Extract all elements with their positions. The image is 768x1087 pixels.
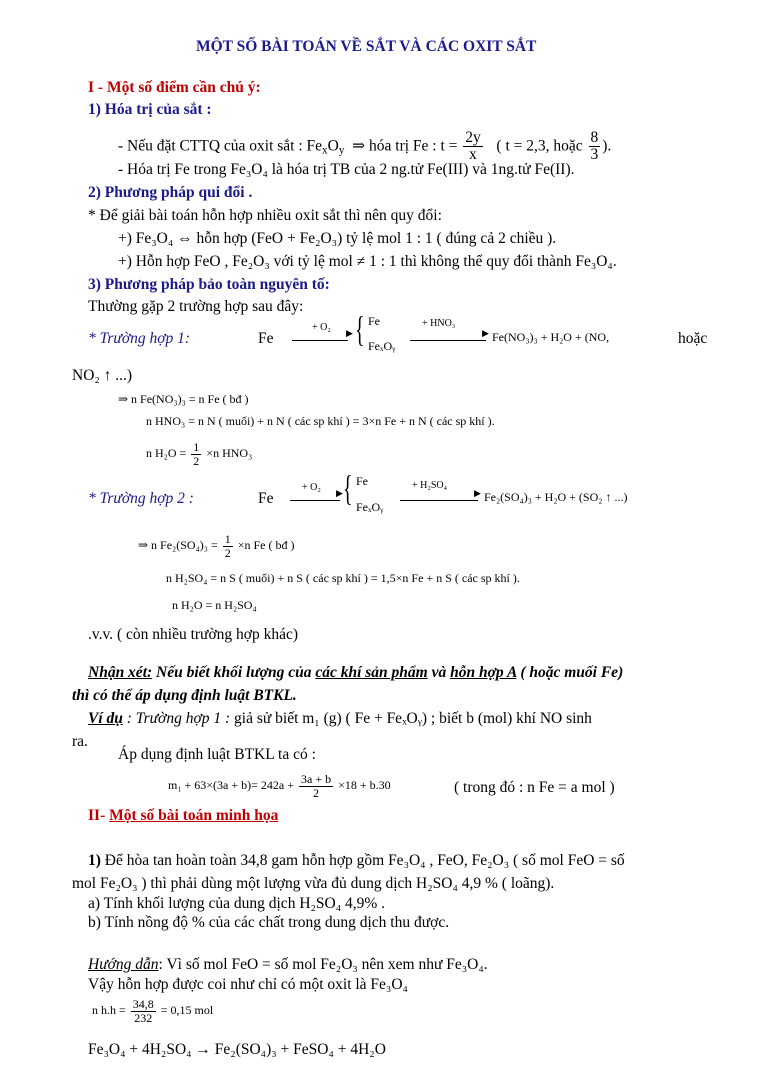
- case-1-arrow-2: [410, 330, 486, 341]
- problem-1-line-1: 1) Để hòa tan hoàn toàn 34,8 gam hỗn hợp gồm Fe₃O₄ , FeO, Fe₂O₃ ( số mol FeO = số: [88, 852, 625, 869]
- remark-line-2: thì có thể áp dụng định luật BTKL.: [72, 687, 297, 704]
- case-2-fe: Fe: [258, 490, 274, 507]
- section-1-heading: I - Một số điểm cần chú ý:: [88, 79, 261, 96]
- moles-fraction: $\frac{34,8}{232}$: [132, 997, 154, 1025]
- heading-conservation: 3) Phương pháp bảo toàn nguyên tố:: [88, 276, 330, 293]
- case-1-products: Fe(NO₃)₃ + H₂O + (NO,: [492, 330, 610, 344]
- c2-eq1-rhs: ×n Fe ( bđ ): [237, 537, 295, 552]
- btkl-eq-a: m₁ + 63×(3a + b)= 242a +: [168, 777, 294, 792]
- case-1-brace-top: Fe: [368, 314, 380, 328]
- conversion-line-2: +) Fe₃O₄ ⇔ hỗn hợp (FeO + Fe₂O₃) tỷ lệ mol 1 : 1 ( đúng cả 2 chiều ).: [118, 230, 557, 247]
- case-1-or: hoặc: [678, 330, 708, 347]
- conversion-line-3: +) Hỗn hợp FeO , Fe₂O₃ với tỷ lệ mol ≠ 1 : 1 thì không thể quy đổi thành Fe₃O₄.: [118, 253, 617, 270]
- example-line-1: Ví dụ : Trường hợp 1 : giả sử biết m₁ (g) ( Fe + FeₓOᵧ) ; biết b (mol) khí NO sinh: [88, 710, 592, 727]
- section-2-heading: II- Một số bài toán minh họa: [88, 807, 279, 824]
- case-2-eq-3: n H₂O = n H₂SO₄: [172, 598, 257, 612]
- case-2-arrow-2: [400, 490, 478, 501]
- case-2-brace-bottom: FeₓOᵧ: [356, 500, 384, 514]
- fraction-2y-over-x: $\frac{2y}{x}$: [465, 129, 481, 164]
- case-1-arrow-1: [292, 330, 352, 341]
- hint-label: Hướng dẫn: [88, 956, 159, 973]
- case-1-label: * Trường hợp 1:: [88, 330, 191, 347]
- moles-equation: [92, 998, 213, 1024]
- case-2-eq-1: [138, 533, 294, 559]
- btkl-intro: Áp dụng định luật BTKL ta có :: [118, 746, 316, 763]
- case-1-brace: {: [355, 309, 365, 349]
- eq3-lhs: n H₂O =: [146, 445, 187, 460]
- c2-eq1-fraction: $\frac{1}{2}$: [224, 532, 231, 560]
- problem-1-line-2: mol Fe₂O₃ ) thì phải dùng một lượng vừa đủ dung dịch H₂SO₄ 4,9 % ( loãng).: [72, 875, 555, 892]
- example-line-2: ra.: [72, 733, 88, 750]
- conservation-intro: Thường gặp 2 trường hợp sau đây:: [88, 298, 304, 315]
- remark-label: Nhận xét:: [88, 664, 153, 681]
- problem-1-part-a: a) Tính khối lượng của dung dịch H₂SO₄ 4,9% .: [88, 895, 386, 912]
- case-1-eq-3: [146, 441, 252, 467]
- heading-conversion: 2) Phương pháp qui đổi .: [88, 184, 253, 201]
- heading-valence: 1) Hóa trị của sắt :: [88, 101, 212, 118]
- case-2-products: Fe₂(SO₄)₃ + H₂O + (SO₂ ↑ ...): [484, 490, 628, 504]
- case-1-continuation: NO₂ ↑ ...): [72, 367, 133, 384]
- problem-1-number: 1): [88, 852, 101, 869]
- case-2-arrow-1: [290, 490, 340, 501]
- reaction-equation: Fe₃O₄ + 4H₂SO₄ → Fe₂(SO₄)₃ + FeSO₄ + 4H₂O: [88, 1041, 386, 1058]
- case-2-arrowhead-1: ▶: [336, 488, 343, 498]
- case-1-eq-2: n HNO₃ = n N ( muối) + n N ( các sp khí ) = 3×n Fe + n N ( các sp khí ).: [146, 414, 495, 428]
- hint-line-2: Vậy hỗn hợp được coi như chỉ có một oxit là Fe₃O₄: [88, 976, 408, 993]
- btkl-fraction: $\frac{3a + b}{2}$: [301, 772, 332, 800]
- case-2-o2-label: + O₂: [302, 482, 321, 493]
- remark-line-1: Nhận xét: Nếu biết khối lượng của các khí sản phẩm và hỗn hợp A ( hoặc muối Fe): [88, 664, 624, 681]
- page-title: MỘT SỐ BÀI TOÁN VỀ SẮT VÀ CÁC OXIT SẮT: [196, 38, 537, 55]
- valence-fe3o4-line: - Hóa trị Fe trong Fe₃O₄ là hóa trị TB của 2 ng.tử Fe(III) và 1ng.tử Fe(II).: [118, 161, 575, 178]
- moles-lhs: n h.h =: [92, 1002, 126, 1017]
- eq3-fraction: $\frac{1}{2}$: [193, 440, 200, 468]
- eq3-rhs: ×n HNO₃: [206, 445, 253, 460]
- valence-formula-line: - Nếu đặt CTTQ của oxit sắt : $Fe_xO_y$ ⇒ hóa trị Fe : t = $\frac{2y}{x}$ ( t = 2,3, hoặc $\frac{8}{3}$ ).: [118, 129, 612, 164]
- case-2-h2so4-label: + H₂SO₄: [412, 480, 448, 491]
- btkl-note: ( trong đó : n Fe = a mol ): [454, 779, 615, 796]
- problem-1-part-b: b) Tính nồng độ % của các chất trong dung dịch thu được.: [88, 914, 450, 931]
- valence-text-b: ⇒ hóa trị Fe : t =: [352, 137, 458, 155]
- case-2-brace-top: Fe: [356, 474, 368, 488]
- case-2-eq-2: n H₂SO₄ = n S ( muối) + n S ( các sp khí ) = 1,5×n Fe + n S ( các sp khí ).: [166, 571, 520, 585]
- etc-line: .v.v. ( còn nhiều trường hợp khác): [88, 626, 299, 643]
- case-2-label: * Trường hợp 2 :: [88, 490, 194, 507]
- case-1-hno3-label: + HNO₃: [422, 318, 456, 329]
- case-1-o2-label: + O₂: [312, 322, 331, 333]
- btkl-eq-b: ×18 + b.30: [338, 777, 391, 792]
- fraction-8-over-3: $\frac{8}{3}$: [590, 129, 599, 164]
- case-2-arrowhead-2: ▶: [474, 488, 481, 498]
- case-1-arrowhead-2: ▶: [482, 328, 489, 338]
- btkl-equation: [168, 773, 391, 799]
- example-label: Ví dụ: [88, 710, 123, 727]
- case-1-eq-1: ⇒ n Fe(NO₃)₃ = n Fe ( bđ ): [118, 392, 249, 406]
- hint-line-1: Hướng dẫn: Vì số mol FeO = số mol Fe₂O₃ nên xem như Fe₃O₄.: [88, 956, 488, 973]
- conversion-line-1: * Để giải bài toán hỗn hợp nhiều oxit sắt thì nên quy đổi:: [88, 207, 442, 224]
- valence-text-a: - Nếu đặt CTTQ của oxit sắt : Fe: [118, 137, 323, 155]
- case-2-brace: {: [343, 468, 353, 508]
- case-1-brace-bottom: FeₓOᵧ: [368, 339, 396, 353]
- valence-text-c: ( t = 2,3, hoặc: [496, 137, 583, 155]
- moles-rhs: = 0,15 mol: [160, 1002, 214, 1017]
- c2-eq1-lhs: ⇒ n Fe₂(SO₄)₃ =: [138, 537, 218, 552]
- case-1-fe: Fe: [258, 330, 274, 347]
- case-1-arrowhead-1: ▶: [346, 328, 353, 338]
